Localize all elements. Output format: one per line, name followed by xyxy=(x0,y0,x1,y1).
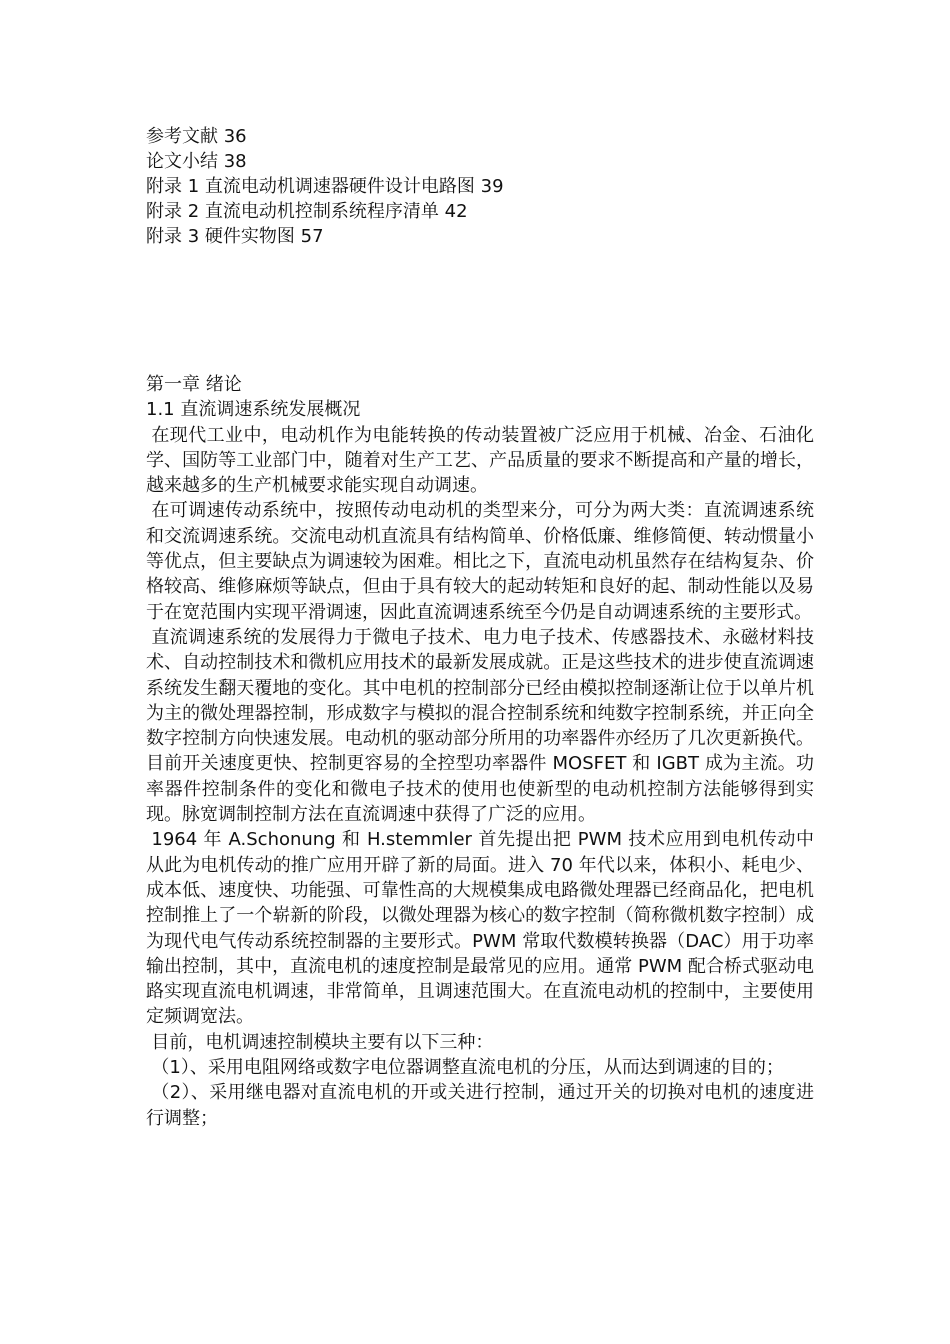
toc-entry-appendix-3: 附录 3 硬件实物图 57 xyxy=(146,226,324,247)
toc-entry-summary: 论文小结 38 xyxy=(146,151,247,172)
paragraph-3: 直流调速系统的发展得力于微电子技术、电力电子技术、传感器技术、永磁材料技术、自动控制技术和微机应用技术的最新发展成就。正是这些技术的进步使直流调速系统发生翻天覆地的变化。其中电机的控制部分已经由模拟控制逐渐让位于以单片机为主的微处理器控制，形成数字与模拟的混合控制系统和纯数字控制系统，并正向全数字控制方向快速发展。电动机的驱动部分所用的功率器件亦经历了几次更新换代。目前开关速度更快、控制更容易的全控型功率器件 MOSFET 和 IGBT 成为主流。功率器件控制条件的变化和微电子技术的使用也使新型的电动机控制方法能够得到实现。脉宽调制控制方法在直流调速中获得了广泛的应用。 xyxy=(146,626,814,826)
section-title: 1.1 直流调速系统发展概况 xyxy=(146,399,361,421)
toc-entry-appendix-1: 附录 1 直流电动机调速器硬件设计电路图 39 xyxy=(146,176,504,197)
chapter-title: 第一章 绪论 xyxy=(146,374,242,395)
paragraph-1: 在现代工业中，电动机作为电能转换的传动装置被广泛应用于机械、冶金、石油化学、国防等工业部门中，随着对生产工艺、产品质量的要求不断提高和产量的增长，越来越多的生产机械要求能实现自动调速。 xyxy=(146,424,814,497)
paragraph-4: 1964 年 A.Schonung 和 H.stemmler 首先提出把 PWM 技术应用到电机传动中从此为电机传动的推广应用开辟了新的局面。进入 70 年代以来，体积小、耗电少、成本低、速度快、功能强、可靠性高的大规模集成电路微处理器已经商品化，把电机控制推上了一个崭新的阶段，以微处理器为核心的数字控制（简称微机数字控制）成为现代电气传动系统控制器的主要形式。PWM 常取代数模转换器（DAC）用于功率输出控制，其中，直流电机的速度控制是最常见的应用。通常 PWM 配合桥式驱动电路实现直流电机调速，非常简单，且调速范围大。在直流电动机的控制中，主要使用定频调宽法。 xyxy=(146,829,814,1028)
table-of-contents xyxy=(146,124,826,249)
chapter-content xyxy=(146,372,814,1131)
toc-entry-references: 参考文献 36 xyxy=(146,126,247,147)
paragraph-5: 目前，电机调速控制模块主要有以下三种： xyxy=(151,1031,494,1053)
list-item-2: （2）、采用继电器对直流电机的开或关进行控制，通过开关的切换对电机的速度进行调整； xyxy=(146,1082,814,1129)
paragraph-2: 在可调速传动系统中，按照传动电动机的类型来分，可分为两大类：直流调速系统和交流调速系统。交流电动机直流具有结构简单、价格低廉、维修简便、转动惯量小等优点，但主要缺点为调速较为困难。相比之下，直流电动机虽然存在结构复杂、价格较高、维修麻烦等缺点，但由于具有较大的起动转矩和良好的起、制动性能以及易于在宽范围内实现平滑调速，因此直流调速系统至今仍是自动调速系统的主要形式。 xyxy=(146,500,814,623)
list-item-1: （1）、采用电阻网络或数字电位器调整直流电机的分压，从而达到调速的目的； xyxy=(151,1057,784,1079)
toc-entry-appendix-2: 附录 2 直流电动机控制系统程序清单 42 xyxy=(146,201,468,222)
